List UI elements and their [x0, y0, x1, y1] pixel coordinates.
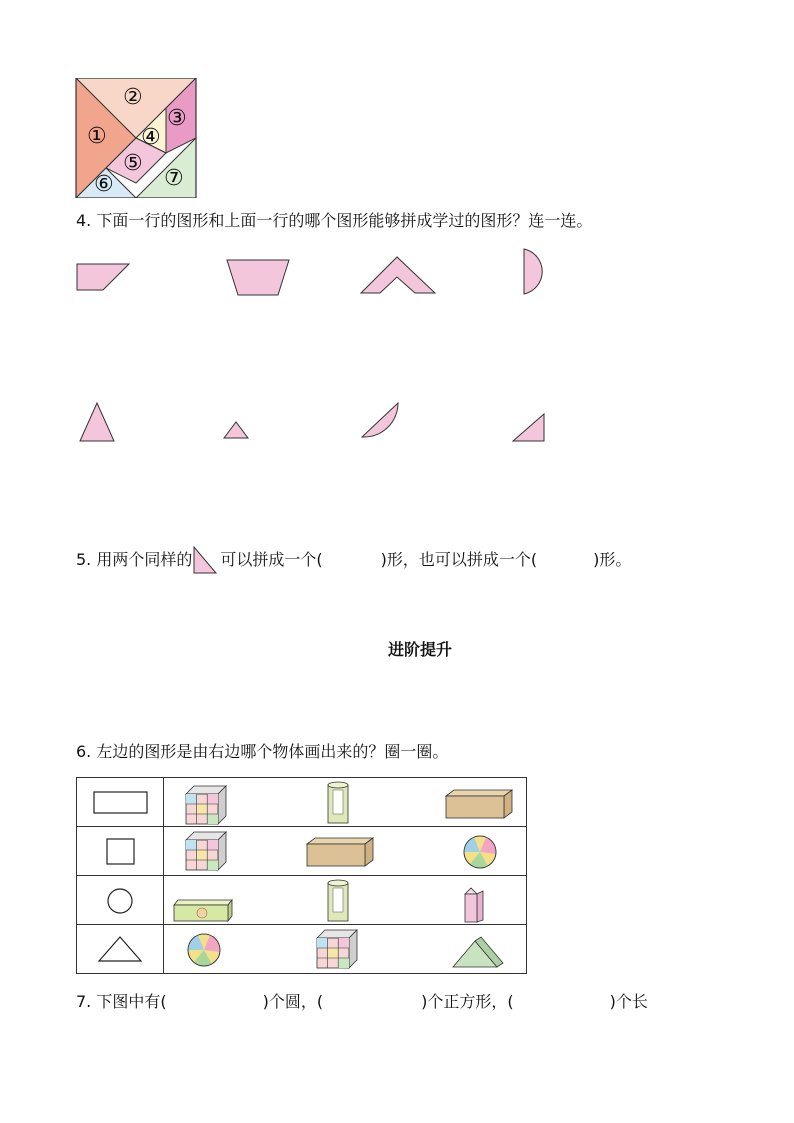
- rubiks-cube[interactable]: [186, 786, 226, 824]
- tangram-label-4: ④: [141, 125, 161, 150]
- shape-right-triangle[interactable]: [513, 414, 544, 441]
- shape-triangle-small[interactable]: [224, 422, 248, 438]
- objects-cell: [164, 827, 527, 876]
- question-5-part1: 5. 用两个同样的: [76, 550, 193, 569]
- right-triangle-icon: [192, 545, 220, 575]
- triangle-outline: [99, 937, 141, 961]
- question-5: [76, 545, 631, 575]
- rubiks-cube[interactable]: [186, 832, 226, 870]
- beach-ball[interactable]: [188, 934, 220, 966]
- pencil-box[interactable]: [174, 900, 232, 921]
- section-heading: 进阶提升: [388, 640, 453, 659]
- tangram-label-6: ⑥: [94, 172, 114, 197]
- question-4-text: 4. 下面一行的图形和上面一行的哪个图形能够拼成学过的图形？连一连。: [76, 211, 593, 230]
- tangram-label-2: ②: [123, 85, 143, 110]
- shape-triangle-large[interactable]: [80, 403, 114, 441]
- question-5-part3: )形，也可以拼成一个(: [380, 550, 538, 569]
- tangram-label-1: ①: [87, 124, 107, 149]
- tangram-label-5: ⑤: [123, 151, 143, 176]
- tangram-label-3: ③: [167, 106, 187, 131]
- shape-cell-triangle: [77, 925, 164, 974]
- circle-outline: [108, 889, 132, 913]
- tangram-label-7: ⑦: [164, 166, 184, 191]
- shape-chevron[interactable]: [361, 257, 435, 293]
- table-row: [77, 925, 527, 974]
- question-6-text: 6. 左边的图形是由右边哪个物体画出来的？圈一圈。: [76, 742, 449, 761]
- question-7: [76, 992, 648, 1012]
- question-7-part1: 7. 下图中有(: [76, 992, 167, 1011]
- table-row: [77, 876, 527, 925]
- objects-cell: [164, 778, 527, 827]
- shape-semicircle[interactable]: [524, 249, 542, 294]
- cuboid-box[interactable]: [446, 790, 512, 818]
- cuboid-box[interactable]: [307, 838, 373, 866]
- question-7-part3: )个正方形，(: [421, 992, 514, 1011]
- top-row-shapes: [70, 245, 560, 300]
- triangular-prism[interactable]: [465, 888, 483, 922]
- objects-cell: [164, 925, 527, 974]
- shape-quarter-circle[interactable]: [362, 403, 398, 437]
- bottom-row-shapes[interactable]: [70, 398, 560, 446]
- square-outline: [107, 839, 134, 864]
- rubiks-cube[interactable]: [317, 930, 357, 968]
- question-5-part2: 可以拼成一个(: [220, 550, 323, 569]
- table-row: [77, 778, 527, 827]
- cylinder-can[interactable]: [328, 880, 348, 921]
- objects-cell: [164, 876, 527, 925]
- question-7-part2: )个圆，(: [262, 992, 324, 1011]
- rectangle-outline: [94, 792, 147, 813]
- shape-trapezoid-inverted[interactable]: [227, 260, 289, 295]
- triangular-prism[interactable]: [453, 937, 503, 967]
- cylinder-can[interactable]: [328, 782, 348, 823]
- table-row: [77, 827, 527, 876]
- shape-cell-square: [77, 827, 164, 876]
- shape-cell-rectangle: [77, 778, 164, 827]
- beach-ball[interactable]: [464, 836, 496, 868]
- shape-cell-circle: [77, 876, 164, 925]
- shape-trapezoid-right[interactable]: [77, 264, 129, 290]
- question-5-part4: )形。: [593, 550, 632, 569]
- question-7-part4: )个长: [609, 992, 648, 1011]
- matching-table: [76, 777, 527, 974]
